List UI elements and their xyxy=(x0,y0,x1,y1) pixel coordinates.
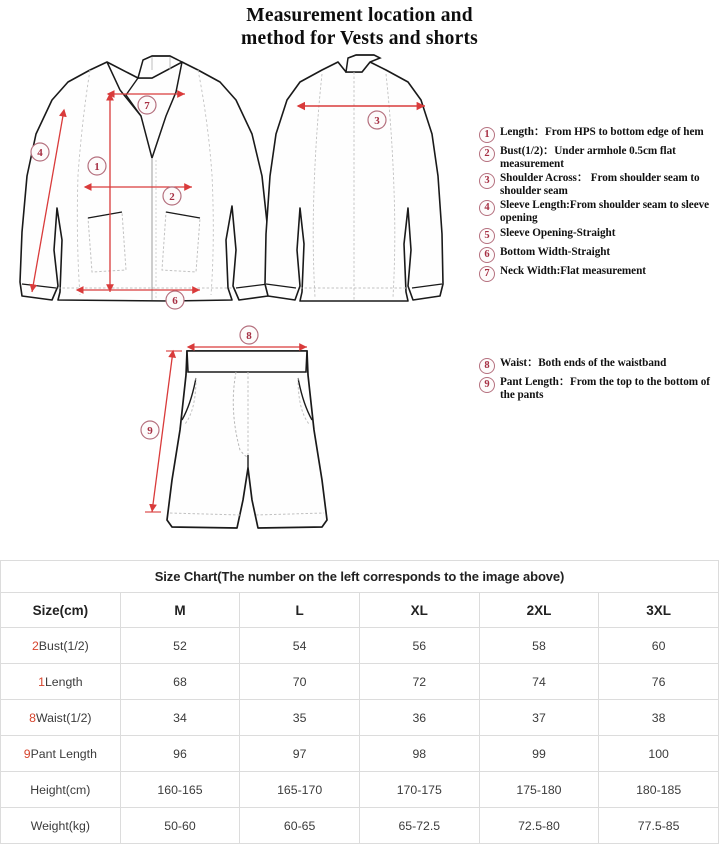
page-title-line-1: Measurement location and xyxy=(246,5,473,26)
row-label-height xyxy=(1,772,121,808)
svg-text:1: 1 xyxy=(94,161,100,173)
cell-pant-length-xl: 98 xyxy=(359,736,479,772)
row-label-bust xyxy=(1,628,121,664)
row-num-bust: 2 xyxy=(31,638,39,653)
cell-bust-2xl: 58 xyxy=(479,628,599,664)
cell-pant-length-l: 97 xyxy=(240,736,360,772)
column-header-3xl: 3XL xyxy=(599,593,719,628)
cell-waist-2xl: 37 xyxy=(479,700,599,736)
legend-badge-4: 4 xyxy=(479,200,495,216)
cell-weight-l: 60-65 xyxy=(240,808,360,844)
size-chart-caption: Size Chart(The number on the left corresponds to the image above) xyxy=(1,561,719,593)
legend-badge-9: 9 xyxy=(479,377,495,393)
legend-text-8: Waist：Both ends of the waistband xyxy=(500,357,667,369)
legend-badge-8: 8 xyxy=(479,358,495,374)
cell-height-3xl: 180-185 xyxy=(599,772,719,808)
cell-weight-3xl: 77.5-85 xyxy=(599,808,719,844)
cell-waist-l: 35 xyxy=(240,700,360,736)
legend-badge-7: 7 xyxy=(479,266,495,282)
cell-length-xl: 72 xyxy=(359,664,479,700)
legend-item-6 xyxy=(479,246,717,263)
row-label-waist xyxy=(1,700,121,736)
column-header-size: Size(cm) xyxy=(1,593,121,628)
legend-badge-6: 6 xyxy=(479,247,495,263)
column-header-2xl: 2XL xyxy=(479,593,599,628)
cell-waist-m: 34 xyxy=(120,700,240,736)
cell-waist-3xl: 38 xyxy=(599,700,719,736)
column-header-l: L xyxy=(240,593,360,628)
cell-weight-xl: 65-72.5 xyxy=(359,808,479,844)
cell-pant-length-m: 96 xyxy=(120,736,240,772)
table-row xyxy=(1,664,719,700)
legend-text-9: Pant Length：From the top to the bottom of the pants xyxy=(500,376,710,401)
cell-height-xl: 170-175 xyxy=(359,772,479,808)
cell-bust-m: 52 xyxy=(120,628,240,664)
diagram-marker-9 xyxy=(141,421,159,439)
legend-item-4 xyxy=(479,199,717,224)
legend-item-8 xyxy=(479,357,717,374)
size-chart-table xyxy=(0,560,719,844)
legend-item-3 xyxy=(479,172,717,197)
legend-upper-garment xyxy=(479,126,717,284)
legend-badge-2: 2 xyxy=(479,146,495,162)
cell-waist-xl: 36 xyxy=(359,700,479,736)
row-label-text-weight: Weight(kg) xyxy=(30,818,90,833)
table-row xyxy=(1,628,719,664)
svg-text:2: 2 xyxy=(169,191,175,203)
table-row xyxy=(1,808,719,844)
cell-pant-length-2xl: 99 xyxy=(479,736,599,772)
svg-text:7: 7 xyxy=(144,100,150,112)
row-label-text-waist: Waist(1/2) xyxy=(35,710,92,725)
page-title-line-2: method for Vests and shorts xyxy=(241,28,478,49)
diagram-marker-3 xyxy=(368,111,386,129)
cell-weight-m: 50-60 xyxy=(120,808,240,844)
diagram-marker-6 xyxy=(166,291,184,309)
row-label-text-bust: Bust(1/2) xyxy=(38,638,89,653)
row-label-text-height: Height(cm) xyxy=(30,782,91,797)
row-num-pant-length: 9 xyxy=(23,746,31,761)
table-caption-row xyxy=(1,561,719,593)
row-label-pant-length xyxy=(1,736,121,772)
table-row xyxy=(1,772,719,808)
cell-pant-length-3xl: 100 xyxy=(599,736,719,772)
svg-text:6: 6 xyxy=(172,295,178,307)
row-num-waist: 8 xyxy=(29,710,36,725)
legend-text-5: Sleeve Opening-Straight xyxy=(500,226,616,239)
cell-length-2xl: 74 xyxy=(479,664,599,700)
row-label-text-length: Length xyxy=(44,674,83,689)
row-label-weight xyxy=(1,808,121,844)
legend-badge-1: 1 xyxy=(479,127,495,143)
legend-item-1 xyxy=(479,126,717,143)
legend-badge-5: 5 xyxy=(479,228,495,244)
row-num-length: 1 xyxy=(38,674,45,689)
legend-text-1: Length：From HPS to bottom edge of hem xyxy=(500,126,704,138)
legend-text-3: Shoulder Across： From shoulder seam to shoulder seam xyxy=(500,172,700,197)
legend-text-2: Bust(1/2)：Under armhole 0.5cm flat measurement xyxy=(500,145,676,170)
table-header-row xyxy=(1,593,719,628)
legend-item-9 xyxy=(479,376,717,401)
svg-text:4: 4 xyxy=(37,147,43,159)
column-header-m: M xyxy=(120,593,240,628)
cell-length-l: 70 xyxy=(240,664,360,700)
diagram-marker-7 xyxy=(138,96,156,114)
cell-height-m: 160-165 xyxy=(120,772,240,808)
legend-text-6: Bottom Width-Straight xyxy=(500,245,611,258)
column-header-xl: XL xyxy=(359,593,479,628)
jacket-back-illustration xyxy=(265,55,443,301)
diagram-marker-4 xyxy=(31,143,49,161)
legend-text-4: Sleeve Length:From shoulder seam to sleeve opening xyxy=(500,199,710,224)
cell-length-m: 68 xyxy=(120,664,240,700)
cell-bust-xl: 56 xyxy=(359,628,479,664)
cell-bust-3xl: 60 xyxy=(599,628,719,664)
diagram-marker-2 xyxy=(163,187,181,205)
legend-item-2 xyxy=(479,145,717,170)
cell-weight-2xl: 72.5-80 xyxy=(479,808,599,844)
table-row xyxy=(1,700,719,736)
row-label-text-pant-length: Pant Length xyxy=(30,746,97,761)
shorts-illustration xyxy=(145,347,327,528)
svg-text:9: 9 xyxy=(147,425,153,437)
cell-bust-l: 54 xyxy=(240,628,360,664)
legend-text-7: Neck Width:Flat measurement xyxy=(500,264,646,277)
svg-text:8: 8 xyxy=(246,330,252,342)
legend-item-7 xyxy=(479,265,717,282)
svg-text:3: 3 xyxy=(374,115,380,127)
table-row xyxy=(1,736,719,772)
legend-badge-3: 3 xyxy=(479,173,495,189)
diagram-marker-8 xyxy=(240,326,258,344)
legend-item-5 xyxy=(479,227,717,244)
diagram-marker-1 xyxy=(88,157,106,175)
cell-length-3xl: 76 xyxy=(599,664,719,700)
row-label-length xyxy=(1,664,121,700)
cell-height-l: 165-170 xyxy=(240,772,360,808)
cell-height-2xl: 175-180 xyxy=(479,772,599,808)
jacket-front-illustration xyxy=(20,56,270,301)
legend-lower-garment xyxy=(479,357,717,403)
